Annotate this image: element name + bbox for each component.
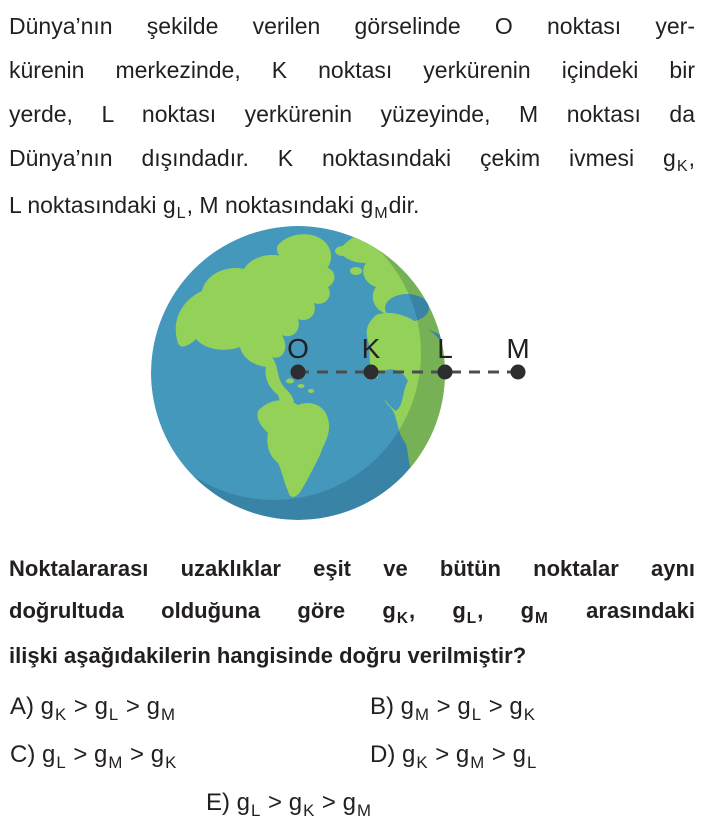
text-segment: D) g: [370, 741, 416, 768]
option-d: [370, 740, 537, 772]
intro-line: [9, 48, 695, 92]
point-dot-o: [291, 365, 306, 380]
subscript-text: K: [523, 704, 535, 724]
subscript-text: L: [56, 752, 66, 772]
text-segment: C) g: [10, 741, 56, 768]
subscript-text: L: [108, 704, 119, 724]
text-segment: > g: [119, 693, 160, 720]
point-dot-l: [438, 365, 453, 380]
stem-line: [9, 635, 695, 677]
text-segment: > g: [428, 741, 470, 768]
text-segment: E) g: [206, 789, 251, 816]
earth-globe: [140, 215, 470, 520]
text-segment: > g: [430, 693, 471, 720]
option-e: [206, 788, 372, 820]
intro-line: [9, 136, 695, 183]
text-segment: dir.: [388, 192, 420, 218]
subscript-text: L: [466, 610, 477, 628]
subscript-text: L: [526, 752, 537, 772]
text-segment: ilişki aşağıdakilerin hangisinde doğru verilmiştir?: [9, 643, 527, 668]
subscript-text: K: [416, 752, 428, 772]
text-segment: arasındaki: [548, 598, 696, 623]
text-segment: Dünya’nın dışındadır. K noktasındaki çekim ivmesi g: [9, 145, 676, 171]
text-segment: > g: [482, 693, 523, 720]
intro-line: [9, 4, 695, 48]
point-dot-k: [364, 365, 379, 380]
point-label-m: M: [506, 333, 530, 364]
subscript-text: L: [251, 800, 261, 820]
option-a: [10, 692, 176, 724]
text-segment: Dünya’nın şekilde verilen görselinde O noktası yer-: [9, 13, 695, 39]
text-segment: Noktalararası uzaklıklar eşit ve bütün noktalar aynı: [9, 556, 695, 581]
subscript-text: M: [108, 752, 123, 772]
text-segment: , M noktasındaki g: [186, 192, 374, 218]
text-segment: A) g: [10, 693, 55, 720]
subscript-text: K: [396, 610, 408, 628]
option-c: [10, 740, 177, 772]
text-segment: , g: [408, 598, 466, 623]
subscript-text: K: [303, 800, 315, 820]
subscript-text: K: [55, 704, 67, 724]
intro-line: [9, 92, 695, 136]
island: [298, 384, 305, 388]
point-label-o: O: [287, 333, 309, 364]
text-segment: L noktasındaki g: [9, 192, 176, 218]
subscript-text: M: [415, 704, 429, 724]
text-segment: ,: [688, 145, 695, 171]
subscript-text: K: [165, 752, 177, 772]
point-label-l: L: [437, 333, 453, 364]
point-dot-m: [511, 365, 526, 380]
text-segment: > g: [485, 741, 526, 768]
text-segment: > g: [66, 741, 108, 768]
text-segment: kürenin merkezinde, K noktası yerkürenin içindeki bir: [9, 57, 695, 83]
stem-line: [9, 590, 695, 635]
text-segment: > g: [67, 693, 108, 720]
point-label-k: K: [361, 333, 381, 364]
question-intro: [9, 4, 695, 230]
island: [350, 267, 362, 275]
text-segment: > g: [315, 789, 356, 816]
subscript-text: M: [374, 204, 388, 223]
text-segment: doğrultuda olduğuna göre g: [9, 598, 396, 623]
question-stem: [9, 548, 695, 677]
island: [308, 389, 314, 393]
stem-line: [9, 548, 695, 590]
text-segment: > g: [261, 789, 303, 816]
subscript-text: L: [471, 704, 482, 724]
text-segment: > g: [123, 741, 165, 768]
earth-figure: [140, 215, 560, 525]
text-segment: yerde, L noktası yerkürenin yüzeyinde, M noktası da: [9, 101, 695, 127]
subscript-text: M: [356, 800, 371, 820]
island: [286, 379, 294, 384]
text-segment: B) g: [370, 693, 415, 720]
subscript-text: L: [176, 204, 186, 223]
subscript-text: K: [676, 157, 688, 176]
subscript-text: M: [470, 752, 485, 772]
subscript-text: M: [535, 610, 548, 628]
subscript-text: M: [160, 704, 175, 724]
text-segment: , g: [477, 598, 535, 623]
option-b: [370, 692, 536, 724]
